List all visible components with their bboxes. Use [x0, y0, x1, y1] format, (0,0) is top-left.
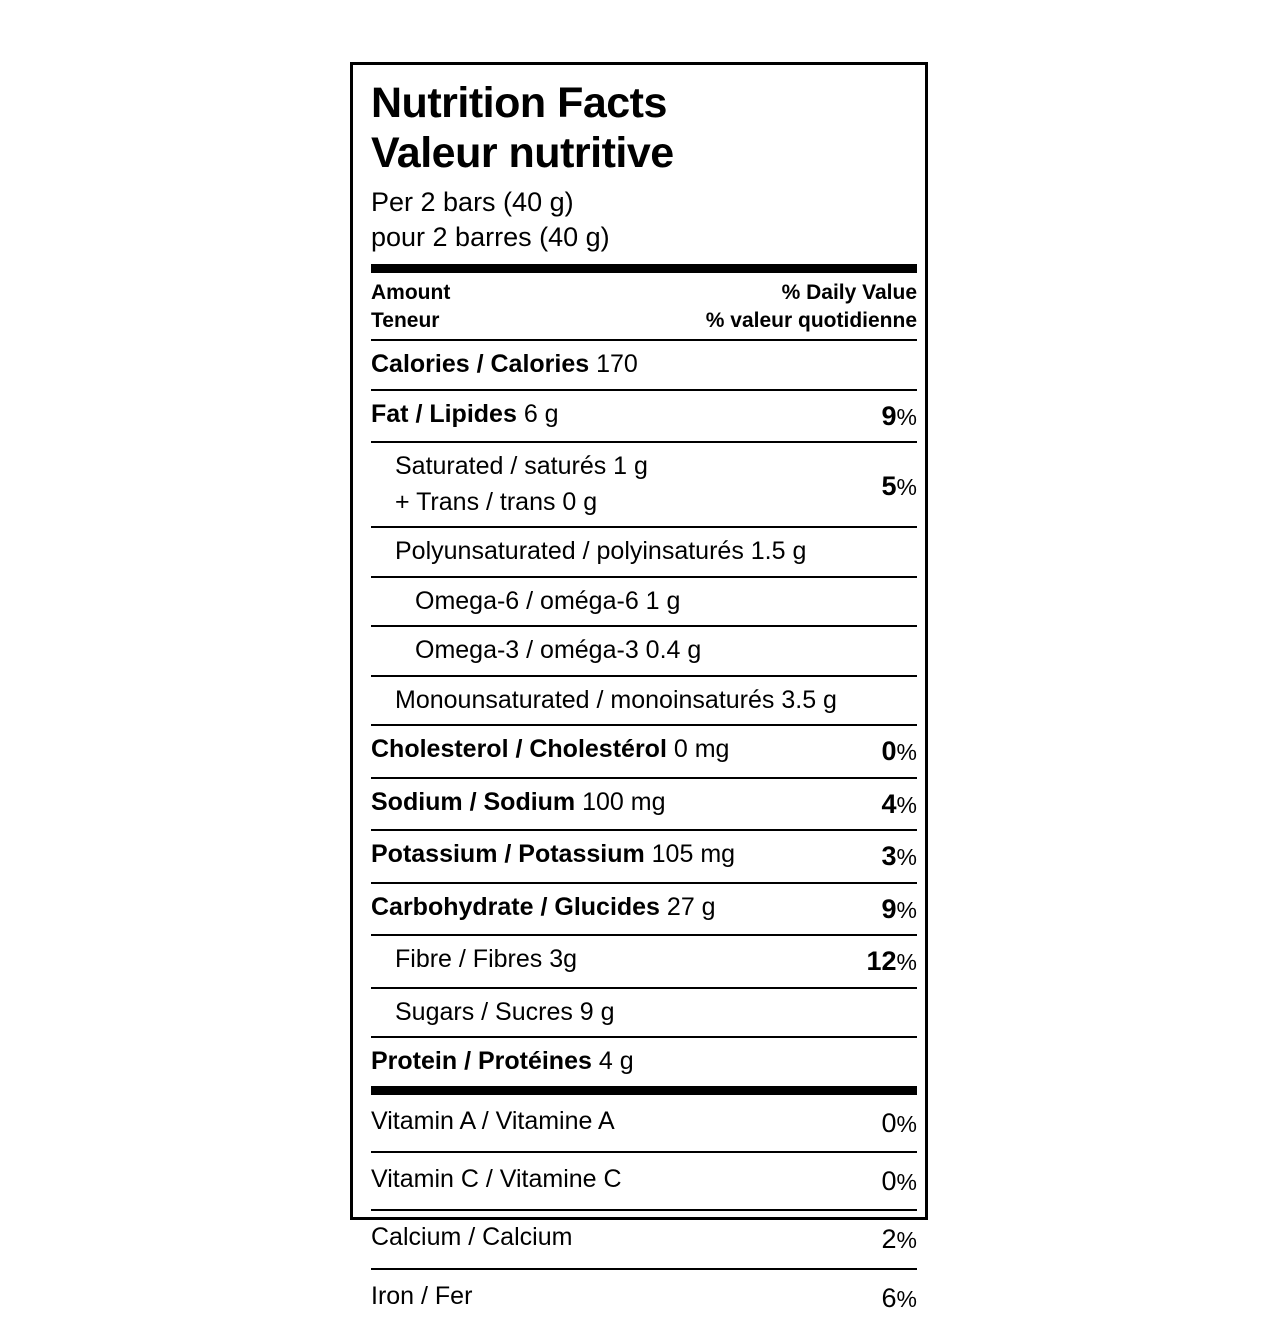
table-row	[371, 1038, 917, 1086]
table-row	[371, 1095, 917, 1151]
nutrient-name: Omega-3 / oméga-3 0.4 g	[415, 636, 702, 665]
nutrient-value: 0 mg	[673, 735, 730, 764]
daily-value-label-english: % Daily Value	[781, 280, 917, 304]
percent-symbol: %	[896, 791, 917, 818]
percent-symbol: %	[896, 1110, 917, 1137]
nutrient-dv: 3	[881, 841, 897, 872]
nutrition-facts-panel	[350, 62, 928, 1313]
nutrient-name: Protein / Protéines	[371, 1047, 592, 1076]
table-row	[371, 578, 917, 626]
nutrient-name-secondary: + Trans / trans 0 g	[395, 487, 598, 516]
nutrient-value: 27 g	[666, 892, 716, 921]
nutrient-name: Sodium / Sodium	[371, 787, 576, 816]
nutrition-facts-content	[371, 79, 917, 1326]
nutrient-value: 105 mg	[651, 840, 736, 869]
table-row	[371, 884, 917, 935]
table-row	[371, 391, 917, 442]
nutrient-dv: 2	[881, 1224, 897, 1255]
table-row	[371, 1153, 917, 1209]
nutrient-name: Monounsaturated / monoinsaturés 3.5 g	[395, 685, 837, 714]
nutrient-name: Cholesterol / Cholestérol	[371, 735, 667, 764]
amount-label-french: Teneur	[371, 308, 440, 332]
percent-symbol: %	[896, 739, 917, 766]
percent-symbol: %	[896, 1227, 917, 1254]
nutrient-name: Fat / Lipides	[371, 399, 517, 428]
nutrient-dv: 9	[881, 400, 897, 431]
nutrient-dv: 6	[881, 1282, 897, 1313]
nutrient-name: Saturated / saturés 1 g	[395, 452, 648, 481]
percent-symbol: %	[896, 403, 917, 430]
nutrient-name: Polyunsaturated / polyinsaturés 1.5 g	[395, 537, 807, 566]
nutrient-value: 100 mg	[582, 787, 666, 816]
nutrient-name: Omega-6 / oméga-6 1 g	[415, 586, 681, 615]
nutrient-name: Calcium / Calcium	[371, 1223, 573, 1252]
percent-symbol: %	[896, 949, 917, 976]
daily-value-label-french: % valeur quotidienne	[705, 308, 917, 332]
title-french: Valeur nutritive	[371, 129, 674, 178]
nutrient-dv: 5	[881, 471, 897, 502]
nutrient-name: Iron / Fer	[371, 1281, 473, 1310]
nutrient-value: 6 g	[523, 399, 559, 428]
table-row	[371, 989, 917, 1037]
nutrient-name: Vitamin A / Vitamine A	[371, 1106, 615, 1135]
nutrient-dv: 12	[866, 946, 897, 977]
table-row	[371, 627, 917, 675]
table-row	[371, 1270, 917, 1326]
nutrient-dv: 0	[881, 1166, 897, 1197]
calories-label: Calories / Calories	[371, 350, 590, 379]
percent-symbol: %	[896, 844, 917, 871]
percent-symbol: %	[896, 474, 917, 501]
nutrient-name: Potassium / Potassium	[371, 840, 645, 869]
percent-symbol: %	[896, 1285, 917, 1312]
divider-thick-bottom	[371, 1086, 917, 1095]
calories-value: 170	[596, 350, 638, 379]
nutrient-dv: 0	[881, 736, 897, 767]
percent-symbol: %	[896, 896, 917, 923]
title-english: Nutrition Facts	[371, 79, 667, 127]
nutrient-name: Carbohydrate / Glucides	[371, 892, 660, 921]
table-row	[371, 443, 917, 526]
nutrient-name: Vitamin C / Vitamine C	[371, 1165, 622, 1194]
table-row	[371, 726, 917, 777]
percent-symbol: %	[896, 1169, 917, 1196]
column-header-row	[371, 273, 917, 340]
table-row	[371, 677, 917, 725]
nutrient-dv: 9	[881, 893, 897, 924]
table-row	[371, 779, 917, 830]
nutrient-value: 4 g	[598, 1047, 634, 1076]
divider-thick-top	[371, 264, 917, 273]
calories-row	[371, 341, 917, 389]
serving-size-english: Per 2 bars (40 g)	[371, 187, 574, 218]
nutrient-dv: 0	[881, 1107, 897, 1138]
serving-size-french: pour 2 barres (40 g)	[371, 222, 610, 253]
table-row	[371, 831, 917, 882]
table-row	[371, 1211, 917, 1267]
nutrient-name: Sugars / Sucres 9 g	[395, 997, 615, 1026]
table-row	[371, 936, 917, 987]
table-row	[371, 528, 917, 576]
nutrient-dv: 4	[881, 788, 897, 819]
nutrient-name: Fibre / Fibres 3g	[395, 945, 578, 974]
amount-label-english: Amount	[371, 280, 451, 304]
